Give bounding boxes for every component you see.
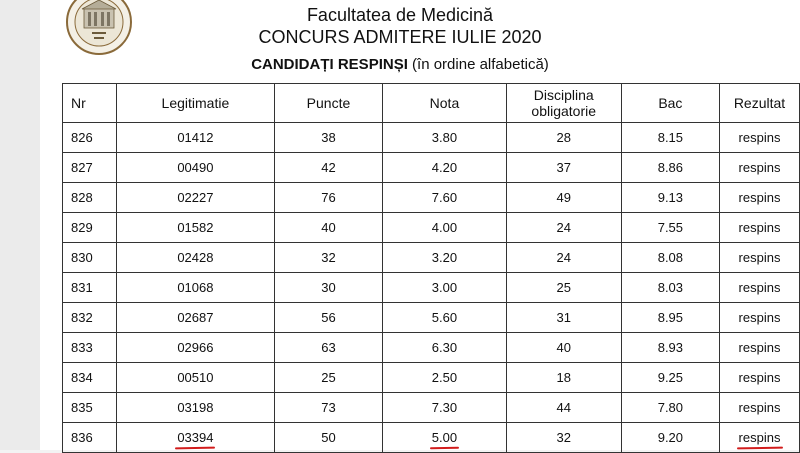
table-row-highlighted [63, 423, 800, 453]
cell-legitimatie: 00490 [117, 153, 275, 183]
cell-rezultat: respins [720, 123, 800, 153]
table-row [63, 153, 800, 183]
cell-bac: 8.15 [621, 123, 719, 153]
cell-rezultat: respins [720, 303, 800, 333]
cell-nota: 5.60 [383, 303, 506, 333]
cell-rezultat: respins [720, 213, 800, 243]
cell-nr: 828 [63, 183, 117, 213]
cell-nr: 832 [63, 303, 117, 333]
cell-legitimatie: 02428 [117, 243, 275, 273]
underlined-legitimatie: 03394 [177, 430, 214, 445]
cell-legitimatie: 01412 [117, 123, 275, 153]
cell-nr: 836 [63, 423, 117, 453]
cell-rezultat: respins [720, 243, 800, 273]
cell-nota [383, 423, 506, 453]
cell-legitimatie: 03198 [117, 393, 275, 423]
cell-nota: 3.20 [383, 243, 506, 273]
cell-nota: 3.00 [383, 273, 506, 303]
col-header-puncte: Puncte [274, 84, 383, 123]
cell-rezultat: respins [720, 363, 800, 393]
table-row [63, 393, 800, 423]
cell-nota: 4.00 [383, 213, 506, 243]
cell-nota: 4.20 [383, 153, 506, 183]
cell-disciplina: 37 [506, 153, 621, 183]
cell-disciplina: 28 [506, 123, 621, 153]
cell-disciplina: 25 [506, 273, 621, 303]
cell-bac: 9.25 [621, 363, 719, 393]
cell-bac: 9.20 [621, 423, 719, 453]
cell-bac: 8.93 [621, 333, 719, 363]
cell-nota: 7.60 [383, 183, 506, 213]
cell-puncte: 63 [274, 333, 383, 363]
col-header-disciplina: Disciplina obligatorie [506, 84, 621, 123]
cell-bac: 8.95 [621, 303, 719, 333]
cell-bac: 7.80 [621, 393, 719, 423]
cell-disciplina: 24 [506, 213, 621, 243]
cell-bac: 8.86 [621, 153, 719, 183]
cell-rezultat: respins [720, 333, 800, 363]
table-row [63, 333, 800, 363]
cell-nr: 835 [63, 393, 117, 423]
cell-legitimatie: 01068 [117, 273, 275, 303]
cell-puncte: 40 [274, 213, 383, 243]
cell-puncte: 25 [274, 363, 383, 393]
cell-puncte: 42 [274, 153, 383, 183]
cell-puncte: 76 [274, 183, 383, 213]
cell-rezultat: respins [720, 153, 800, 183]
cell-rezultat: respins [720, 393, 800, 423]
cell-puncte: 30 [274, 273, 383, 303]
table-row [63, 213, 800, 243]
cell-puncte: 38 [274, 123, 383, 153]
cell-disciplina: 49 [506, 183, 621, 213]
cell-legitimatie: 02687 [117, 303, 275, 333]
cell-nota: 2.50 [383, 363, 506, 393]
cell-puncte: 56 [274, 303, 383, 333]
cell-nr: 833 [63, 333, 117, 363]
cell-disciplina: 24 [506, 243, 621, 273]
col-header-rezultat: Rezultat [720, 84, 800, 123]
cell-nr: 829 [63, 213, 117, 243]
cell-bac: 9.13 [621, 183, 719, 213]
col-header-legitimatie: Legitimatie [117, 84, 275, 123]
cell-disciplina: 32 [506, 423, 621, 453]
cell-nota: 6.30 [383, 333, 506, 363]
cell-legitimatie [117, 423, 275, 453]
table-row [63, 273, 800, 303]
cell-bac: 8.03 [621, 273, 719, 303]
cell-legitimatie: 01582 [117, 213, 275, 243]
cell-legitimatie: 00510 [117, 363, 275, 393]
col-header-nr: Nr [63, 84, 117, 123]
list-title-note: (în ordine alfabetică) [407, 56, 549, 73]
table-row [63, 363, 800, 393]
table-row [63, 123, 800, 153]
cell-nr: 831 [63, 273, 117, 303]
cell-legitimatie: 02227 [117, 183, 275, 213]
cell-puncte: 50 [274, 423, 383, 453]
table-row [63, 183, 800, 213]
cell-nota: 7.30 [383, 393, 506, 423]
col-header-nota: Nota [383, 84, 506, 123]
cell-disciplina: 44 [506, 393, 621, 423]
list-title-bold: CANDIDAȚI RESPINȘI [251, 56, 408, 73]
cell-disciplina: 18 [506, 363, 621, 393]
cell-rezultat: respins [720, 183, 800, 213]
cell-nr: 830 [63, 243, 117, 273]
cell-nr: 834 [63, 363, 117, 393]
cell-nr: 826 [63, 123, 117, 153]
faculty-title: Facultatea de Medicină [306, 5, 494, 25]
cell-rezultat [720, 423, 800, 453]
cell-bac: 7.55 [621, 213, 719, 243]
underlined-rezultat: respins [738, 430, 781, 445]
table-row [63, 303, 800, 333]
cell-puncte: 73 [274, 393, 383, 423]
table-row [63, 243, 800, 273]
cell-bac: 8.08 [621, 243, 719, 273]
cell-puncte: 32 [274, 243, 383, 273]
underlined-nota: 5.00 [431, 430, 458, 445]
cell-legitimatie: 02966 [117, 333, 275, 363]
cell-nr: 827 [63, 153, 117, 183]
col-header-bac: Bac [621, 84, 719, 123]
cell-disciplina: 40 [506, 333, 621, 363]
cell-nota: 3.80 [383, 123, 506, 153]
cell-rezultat: respins [720, 273, 800, 303]
cell-disciplina: 31 [506, 303, 621, 333]
contest-title: CONCURS ADMITERE IULIE 2020 [258, 27, 542, 47]
list-title [0, 56, 800, 73]
results-table [62, 83, 800, 453]
table-header-row [63, 84, 800, 123]
